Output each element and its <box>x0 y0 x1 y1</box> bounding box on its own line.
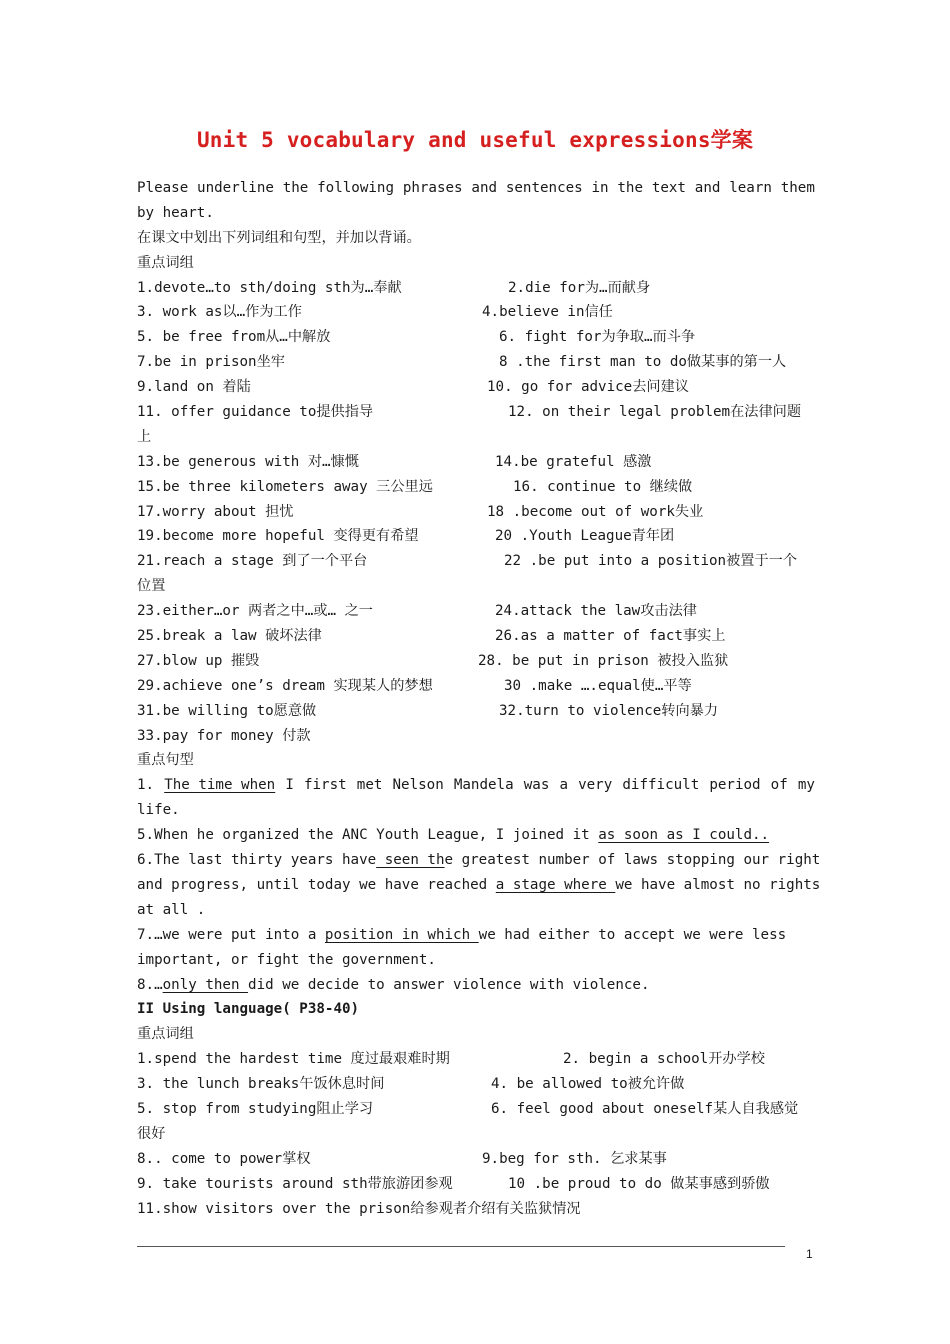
sentence-text: 8.… <box>137 976 163 993</box>
sentence-word: a <box>559 777 568 794</box>
section-heading: 重点词组 <box>137 254 194 271</box>
sentence-6-line-1 <box>137 848 821 873</box>
phrase-item: 11.show visitors over the prison给参观者介绍有关监狱情况 <box>137 1200 581 1217</box>
phrase-row <box>137 1072 815 1097</box>
phrase-row <box>137 624 815 649</box>
phrase-item: 25.break a law 破坏法律 <box>137 628 322 645</box>
phrase-item: 23.either…or 两者之中…或… 之一 <box>137 603 373 620</box>
intro-word: phrases <box>402 180 463 196</box>
sentence-word: was <box>523 777 550 794</box>
phrase-item: 22 .be put into a position被置于一个 <box>504 553 798 570</box>
intro-word: them <box>780 180 815 196</box>
phrase-item: 15.be three kilometers away 三公里远 <box>137 478 433 495</box>
sentence-8 <box>137 973 815 998</box>
section-subheading: 重点词组 <box>137 1026 194 1043</box>
phrase-item: 6. fight for为争取…而斗争 <box>499 329 696 346</box>
phrase-item: 5. stop from studying阻止学习 <box>137 1100 374 1117</box>
phrase-item: 4. be allowed to被允许做 <box>491 1076 685 1093</box>
phrase-row <box>137 350 815 375</box>
phrase-row <box>137 649 815 674</box>
phrase-row <box>137 549 815 574</box>
phrase-item: 2. begin a school开办学校 <box>563 1051 765 1068</box>
sentence-1-line-2: life. <box>137 802 180 819</box>
phrase-row <box>137 300 815 325</box>
sentence-text: 7.…we were put into a <box>137 926 325 943</box>
phrase-item: 24.attack the law攻击法律 <box>495 603 697 620</box>
phrase-row <box>137 524 815 549</box>
phrase-item: 4.believe in信任 <box>482 304 613 321</box>
sentence-text: we had either to accept we were less <box>478 926 787 943</box>
sentence-word: period <box>709 777 761 794</box>
intro-word: text <box>651 180 686 196</box>
sentence-word: Nelson <box>392 777 444 794</box>
phrase-item: 3. the lunch breaks午饭休息时间 <box>137 1076 385 1093</box>
underlined-phrase: The time when <box>164 777 276 794</box>
phrase-item: 1.spend the hardest time 度过最艰难时期 <box>137 1051 450 1068</box>
sentence-word: first <box>303 777 347 794</box>
sentence-text: 5.When he organized the ANC Youth League, I joined it <box>137 827 599 844</box>
intro-line-3: 在课文中划出下列词组和句型，并加以背诵。 <box>137 229 421 246</box>
section-heading: 重点句型 <box>137 752 194 769</box>
phrase-item: 21.reach a stage 到了一个平台 <box>137 553 368 570</box>
sentence-text: did we decide to answer violence with violence. <box>248 976 650 993</box>
intro-word: underline <box>197 180 274 196</box>
phrase-row <box>137 500 815 525</box>
document-title: Unit 5 vocabulary and useful expressions学案 <box>196 128 754 152</box>
phrase-row <box>137 1047 815 1072</box>
underlined-phrase: seen th <box>376 852 445 869</box>
intro-word: following <box>317 180 395 196</box>
phrase-row <box>137 599 815 624</box>
phrase-row <box>137 276 815 301</box>
phrase-row <box>137 699 815 724</box>
sentence-5 <box>137 823 815 848</box>
phrase-item: 1.devote…to sth/doing sth为…奉献 <box>137 279 402 296</box>
intro-line-1 <box>137 176 815 201</box>
phrase-item: 20 .Youth League青年团 <box>495 528 675 545</box>
intro-word: in <box>591 180 609 196</box>
phrase-item: 12. on their legal problem在法律问题 <box>508 404 802 421</box>
phrase-item: 10 .be proud to do 做某事感到骄傲 <box>508 1175 770 1192</box>
phrase-item: 30 .make ….equal使…平等 <box>504 677 692 694</box>
phrase-row <box>137 375 815 400</box>
sentence-text: we have almost no rights <box>615 876 821 893</box>
intro-line-2: by heart. <box>137 204 214 221</box>
phrase-item: 29.achieve one’s dream 实现某人的梦想 <box>137 677 433 694</box>
phrase-row <box>137 1147 815 1172</box>
sentence-word: 1. <box>137 777 155 794</box>
intro-word: the <box>282 180 309 196</box>
sentence-word: Mandela <box>453 777 514 794</box>
sentence-word: I <box>285 777 294 794</box>
phrase-row <box>137 325 815 350</box>
phrase-row <box>137 400 815 425</box>
sentence-word: very <box>578 777 613 794</box>
phrase-item: 32.turn to violence转向暴力 <box>499 702 719 719</box>
phrase-item: 11. offer guidance to提供指导 <box>137 404 374 421</box>
intro-word: learn <box>729 180 772 196</box>
intro-word: sentences <box>505 180 583 196</box>
document-body <box>137 176 821 1221</box>
section-heading: II Using language( P38-40) <box>137 1001 360 1018</box>
intro-word: and <box>471 180 498 196</box>
phrase-item: 3. work as以…作为工作 <box>137 304 302 321</box>
phrase-item: 17.worry about 担忧 <box>137 503 294 520</box>
sentence-word: difficult <box>622 777 700 794</box>
phrase-continuation: 位置 <box>137 578 166 595</box>
phrase-item: 19.become more hopeful 变得更有希望 <box>137 528 419 545</box>
phrase-continuation: 上 <box>137 428 152 445</box>
phrase-item: 9. take tourists around sth带旅游团参观 <box>137 1175 453 1192</box>
intro-word: Please <box>137 180 189 196</box>
intro-word: and <box>694 180 721 196</box>
sentence-word: met <box>356 777 383 794</box>
underlined-phrase: a stage where <box>495 876 616 893</box>
phrase-item: 8 .the first man to do做某事的第一人 <box>499 354 787 371</box>
phrase-item: 10. go for advice去问建议 <box>487 379 689 396</box>
phrase-item: 5. be free from从…中解放 <box>137 329 331 346</box>
intro-word: the <box>617 180 644 196</box>
underlined-phrase: position in which <box>324 926 479 943</box>
footer-divider <box>137 1246 785 1247</box>
sentence-6-line-2 <box>137 873 821 898</box>
phrase-item: 2.die for为…而献身 <box>508 279 651 296</box>
page-number: 1 <box>806 1247 813 1261</box>
sentence-text: 6.The last thirty years have seen the greatest number of laws stopping our right <box>137 852 821 869</box>
underlined-phrase: as soon as I could.. <box>598 827 770 844</box>
phrase-item: 16. continue to 继续做 <box>513 478 693 495</box>
sentence-7-line-1 <box>137 923 815 948</box>
phrase-item: 18 .become out of work失业 <box>487 503 704 520</box>
phrase-row <box>137 450 815 475</box>
phrase-item: 28. be put in prison 被投入监狱 <box>478 652 729 669</box>
phrase-row <box>137 1097 815 1122</box>
sentence-text: and progress, until today we have reached <box>137 876 496 893</box>
phrase-row <box>137 1172 815 1197</box>
sentence-word: of <box>770 777 788 794</box>
phrase-row <box>137 674 815 699</box>
underlined-phrase: only then <box>162 976 249 993</box>
phrase-item: 13.be generous with 对…慷慨 <box>137 453 359 470</box>
phrase-item: 6. feel good about oneself某人自我感觉 <box>491 1100 799 1117</box>
phrase-item: 26.as a matter of fact事实上 <box>495 628 726 645</box>
phrase-item: 31.be willing to愿意做 <box>137 702 317 719</box>
sentence-word: my <box>797 777 815 794</box>
sentence-6-line-3: at all . <box>137 901 206 918</box>
phrase-item: 14.be grateful 感激 <box>495 453 652 470</box>
phrase-item: 27.blow up 摧毁 <box>137 652 260 669</box>
sentence-1-line-1 <box>137 773 815 798</box>
phrase-item: 9.beg for sth. 乞求某事 <box>482 1150 667 1167</box>
phrase-row <box>137 475 815 500</box>
phrase-item: 9.land on 着陆 <box>137 379 251 396</box>
phrase-item: 8.. come to power掌权 <box>137 1150 311 1167</box>
phrase-item: 7.be in prison坐牢 <box>137 354 285 371</box>
phrase-continuation: 很好 <box>137 1125 166 1142</box>
phrase-item: 33.pay for money 付款 <box>137 727 311 744</box>
sentence-7-line-2: important, or fight the government. <box>137 951 436 968</box>
